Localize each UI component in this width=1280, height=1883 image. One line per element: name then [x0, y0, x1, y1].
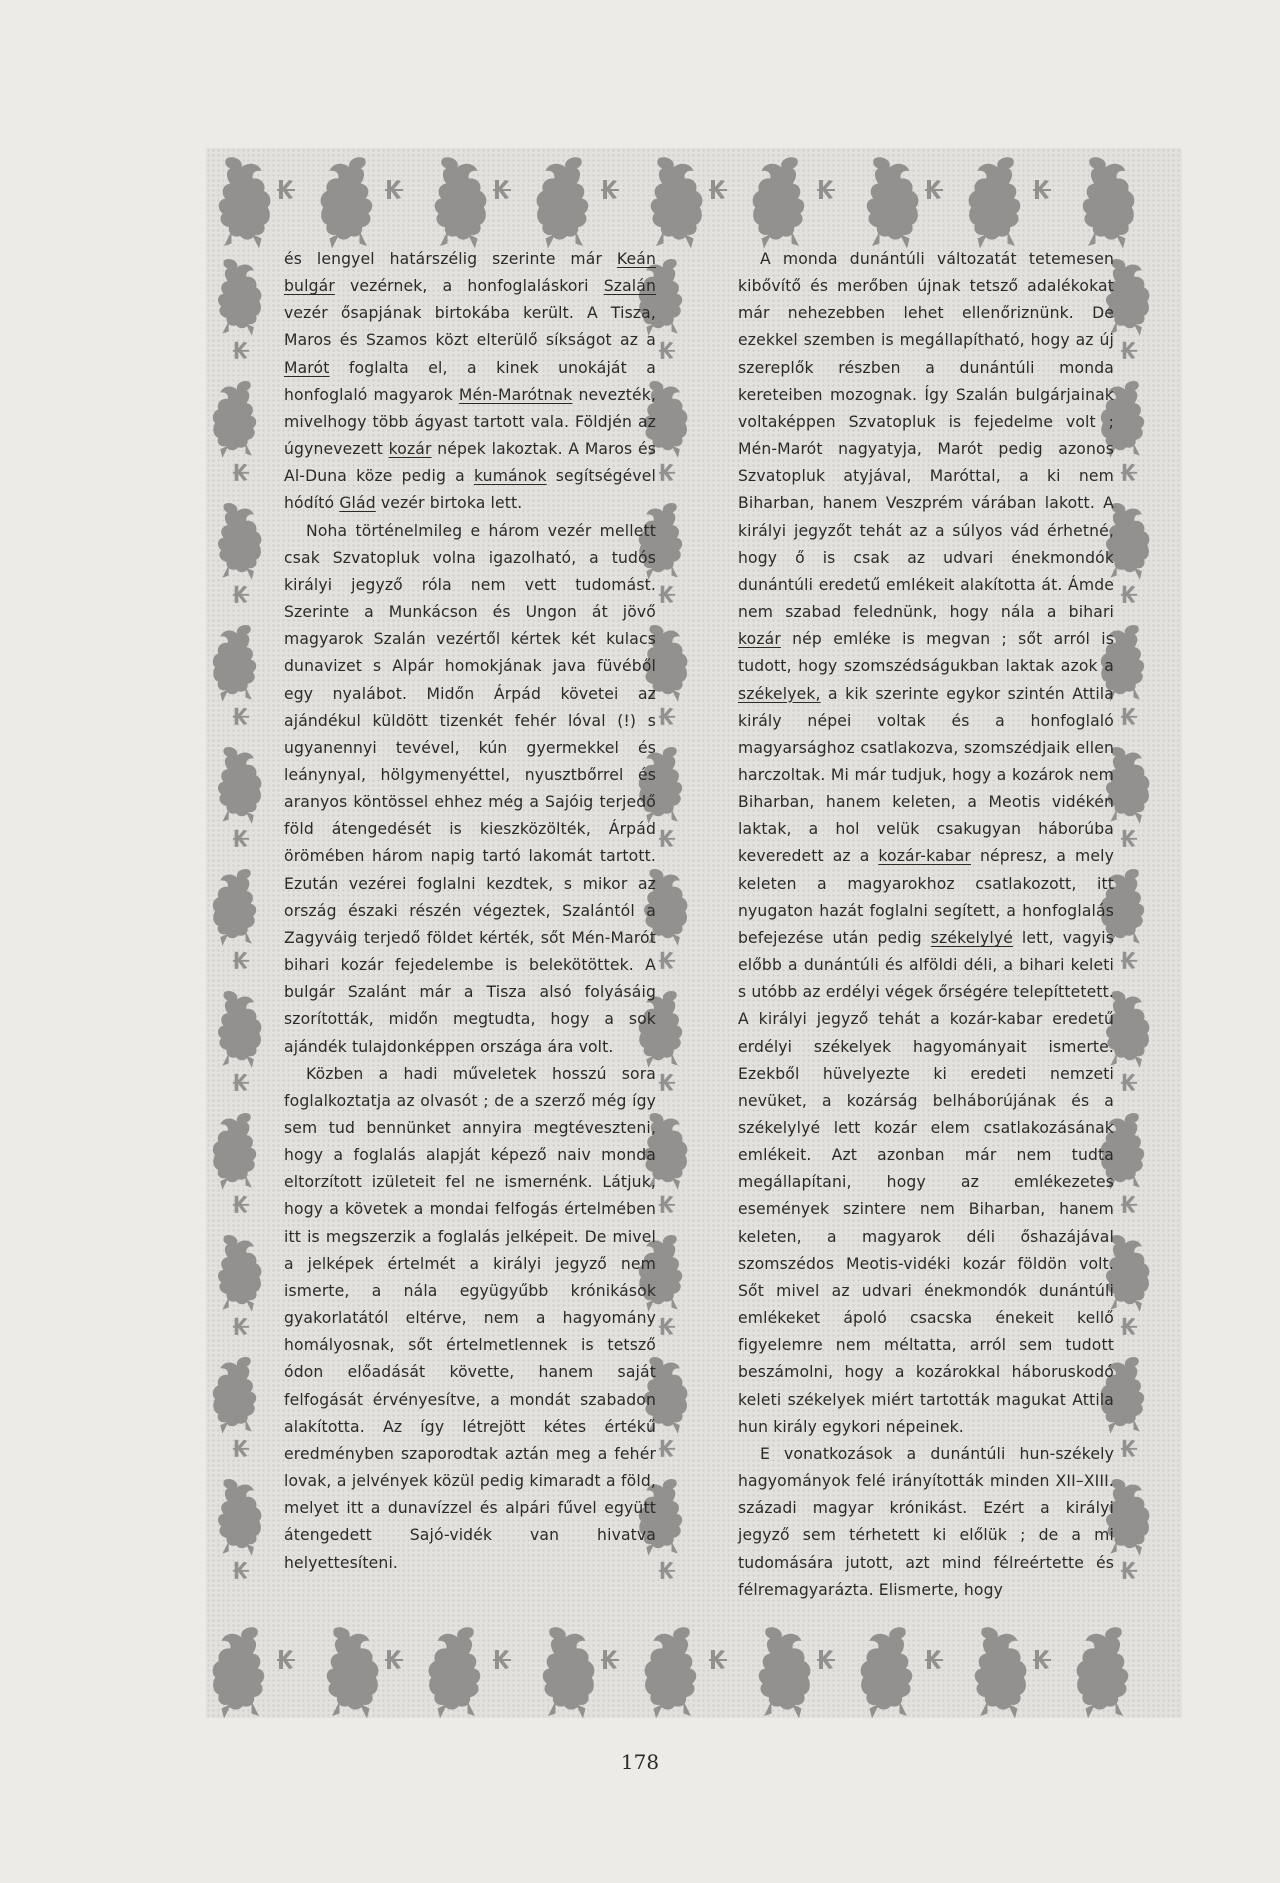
monogram-icon	[601, 1650, 619, 1669]
monogram-icon	[817, 1650, 835, 1669]
monogram-icon	[925, 180, 943, 199]
devil-figure-icon	[975, 1627, 1027, 1718]
term-kean-bulgar: Keán bulgár	[284, 250, 656, 296]
page-number: 178	[620, 1750, 660, 1774]
left-column	[284, 246, 656, 1577]
monogram-icon	[601, 180, 619, 199]
devil-figure-icon	[218, 503, 261, 580]
left-paragraph-3: Közben a hadi műveletek hosszú sora foglalkoztatja az olvasót ; de a szerző még így sem tud bennünket annyira megtéveszteni, hogy a foglalás alapját képező naiv monda eltorzított izületeit fel ne ismernénk. Látjuk, hogy a követek a mondai felfogás értelmében itt is megszerzik a foglalás jelképeit. De mivel a jelképek értelmét a királyi jegyző nem ismerte, a nála együgyűbb krónikások gyakorlatától eltérve, nem a hagyomány homályosnak, sőt értelmetlennek is tetsző ódon előadását követte, hanem saját felfogását érvényesítve, a mondát szabadon alakította. Az így létrejött kétes értékű eredményben szaporodtak aztán meg a fehér lovak, a jelvények közül pedig kimaradt a föld, melyet itt a dunavízzel és alpári fűvel együtt átengedett Sajó-vidék van hivatva helyettesíteni.	[284, 1064, 656, 1572]
monogram-icon	[233, 1196, 249, 1213]
term-kumanok: kumánok	[473, 467, 547, 486]
monogram-icon	[1121, 1196, 1137, 1213]
monogram-icon	[1121, 464, 1137, 481]
devil-figure-icon	[218, 1479, 261, 1556]
term-kozar-2: kozár	[738, 630, 781, 649]
devil-figure-icon	[218, 1235, 261, 1312]
left-paragraph-2: Noha történelmileg e három vezér mellett csak Szvatopluk volna igazolható, a tudós királyi jegyző róla nem vett tudomást. Szerinte a Munkácson és Ungon át jövő magyarok Szalán vezértől kértek két kulacs dunavizet s Alpár homokjának java füvéből egy nyalábot. Midőn Árpád követei az ajándékul küldött tizenkét fehér lóval (!) s ugyanennyi tevével, kún gyermekkel és leánynyal, hölgymenyéttel, nyusztbőrrel és aranyos köntössel ehhez még a Sajóig terjedő föld átengedését is kieszközölték, Árpád örömében három napig tartó lakomát tartott. Ezután vezérei foglalni kezdtek, s mikor az ország északi részén végeztek, Szalántól a Zagyváig terjedő földet kérték, sőt Mén-Marót bihari kozár fejedelembe is belekötöttek. A bulgár Szalánt már a Tisza alsó folyásáig szorították, midőn megtudta, hogy a sok ajándék tulajdonképpen országa ára volt.	[284, 521, 656, 1056]
monogram-icon	[659, 1196, 675, 1213]
monogram-icon	[659, 1562, 675, 1579]
monogram-icon	[233, 1440, 249, 1457]
devil-figure-icon	[213, 869, 256, 946]
devil-figure-icon	[435, 157, 487, 248]
monogram-icon	[233, 1074, 249, 1091]
monogram-icon	[1121, 586, 1137, 603]
monogram-icon	[709, 180, 727, 199]
monogram-icon	[233, 708, 249, 725]
devil-figure-icon	[861, 1627, 913, 1718]
monogram-icon	[233, 342, 249, 359]
monogram-icon	[1121, 1318, 1137, 1335]
monogram-icon	[233, 952, 249, 969]
monogram-icon	[659, 952, 675, 969]
monogram-icon	[1121, 952, 1137, 969]
term-szekelyek: székelyek,	[738, 684, 821, 703]
devil-figure-icon	[213, 1113, 256, 1190]
monogram-icon	[1121, 1440, 1137, 1457]
monogram-icon	[817, 180, 835, 199]
right-column	[738, 246, 1114, 1604]
term-kozar: kozár	[388, 440, 432, 459]
devil-figure-icon	[543, 1627, 595, 1718]
monogram-icon	[659, 830, 675, 847]
monogram-icon	[1121, 1074, 1137, 1091]
right-paragraph-1: A monda dunántúli változatát tetemesen kibővítő és merőben újnak tetsző adalékokat már nehezebben lehet ellenőriznünk. De ezekkel szemben is megállapítható, hogy az új szereplők részben a dunántúli monda kereteiben mozognak. Így Szalán bulgárjainak voltaképpen Szvatopluk is fejedelme volt ; Mén-Marót nagyatyja, Marót pedig azonos Szvatopluk atyjával, Maróttal, a ki nem Biharban, hanem Veszprém várában lakott. A királyi jegyzőt tehát az a súlyos vád érhetné, hogy ő is csak az udvari énekmondók dunántúli eredetű emlékeit alakította át. Ámde nem szabad felednünk, hogy nála a bihari kozár nép emléke is megvan ; sőt arról is tudott, hogy szomszédságukban laktak azok a székelyek, a kik szerinte egykor szintén Attila király népei voltak és a honfoglaló magyarsághoz csatlakozva, szomszédjaik ellen harczoltak. Mi már tudjuk, hogy a kozárok nem Biharban, hanem keleten, a Meotis vidékén laktak, a hol velük csakugyan háborúba keveredett az a kozár-kabar népresz, a mely keleten a magyarokhoz csatlakozott, itt nyugaton hazát foglalni segített, a honfoglalás befejezése után pedig székelylyé lett, vagyis előbb a dunántúli és alföldi déli, a bihari keleti s utóbb az erdélyi végek őrségére telepíttetett. A királyi jegyző tehát a kozár-kabar eredetű erdélyi székelyek hagyományait ismerte. Ezekből hüvelyezte ki eredeti nemzeti nevüket, a kozárság belháborújának és a székelylyé lett kozár elem csatlakozásának emlékeit. Azt azonban már nem tudta megállapítani, hogy az emlékezetes események szintere nem Biharban, hanem keleten, a magyarok déli őshazájával szomszédos Meotis-vidéki kozár földön volt. Sőt mivel az udvari énekmondók dunántúli emlékeket ápoló csacska énekeit kellő figyelemre nem méltatta, arról sem tudott beszámolni, hogy a kozárokkal háboruskodó keleti székelyek miért tartották magukat Attila hun király egykori népeinek.	[738, 250, 1115, 1436]
devil-figure-icon	[321, 157, 373, 248]
monogram-icon	[925, 1650, 943, 1669]
monogram-icon	[659, 1440, 675, 1457]
devil-figure-icon	[213, 625, 256, 702]
monogram-icon	[659, 342, 675, 359]
devil-figure-icon	[969, 157, 1021, 248]
term-kozar-kabar: kozár-kabar	[878, 847, 971, 866]
monogram-icon	[233, 464, 249, 481]
monogram-icon	[277, 180, 295, 199]
monogram-icon	[1121, 708, 1137, 725]
devil-figure-icon	[327, 1627, 379, 1718]
devil-figure-icon	[759, 1627, 811, 1718]
monogram-icon	[277, 1650, 295, 1669]
monogram-icon	[1033, 1650, 1051, 1669]
monogram-icon	[1121, 1562, 1137, 1579]
monogram-icon	[385, 1650, 403, 1669]
devil-figure-icon	[537, 157, 589, 248]
devil-figure-icon	[219, 157, 271, 248]
devil-figure-icon	[753, 157, 805, 248]
monogram-icon	[659, 1074, 675, 1091]
monogram-icon	[1121, 342, 1137, 359]
monogram-icon	[233, 586, 249, 603]
devil-figure-icon	[218, 991, 261, 1068]
term-szekelylye: székelylyé	[930, 928, 1013, 947]
devil-figure-icon	[1083, 157, 1135, 248]
devil-figure-icon	[218, 259, 261, 336]
term-marot: Marót	[284, 358, 330, 377]
monogram-icon	[493, 180, 511, 199]
devil-figure-icon	[1077, 1627, 1129, 1718]
term-men-marot: Mén-Marótnak	[458, 385, 573, 404]
monogram-icon	[1033, 180, 1051, 199]
right-paragraph-2: E vonatkozások a dunántúli hun-székely hagyományok felé irányították minden XII–XIII. századi magyar krónikást. Ezért a királyi jegyző sem térhetett ki előlük ; de a mi tudomására jutott, azt mind félreértette és félremagyarázta. Elismerte, hogy	[738, 1444, 1114, 1599]
monogram-icon	[659, 464, 675, 481]
monogram-icon	[493, 1650, 511, 1669]
devil-figure-icon	[429, 1627, 481, 1718]
left-paragraph-1: és lengyel határszélig szerinte már Keán bulgár vezérnek, a honfoglaláskori Szalán vezér ősapjának birtokába került. A Tisza, Maros és Szamos közt elterülő síkságot az a Marót foglalta el, a kinek unokáját a honfoglaló magyarok Mén-Marótnak nevezték, mivelhogy több ágyast tartott vala. Földjén az úgynevezett kozár népek lakoztak. A Maros és Al-Duna köze pedig a kumánok segítségével hódító Glád vezér birtoka lett.	[284, 250, 657, 513]
devil-figure-icon	[213, 1357, 256, 1434]
monogram-icon	[233, 1318, 249, 1335]
devil-figure-icon	[645, 1627, 697, 1718]
monogram-icon	[709, 1650, 727, 1669]
monogram-icon	[1121, 830, 1137, 847]
monogram-icon	[385, 180, 403, 199]
term-glad: Glád	[339, 494, 376, 513]
devil-figure-icon	[651, 157, 703, 248]
monogram-icon	[659, 1318, 675, 1335]
devil-figure-icon	[218, 747, 261, 824]
devil-figure-icon	[867, 157, 919, 248]
monogram-icon	[233, 830, 249, 847]
monogram-icon	[233, 1562, 249, 1579]
term-szalan: Szalán	[603, 277, 656, 296]
devil-figure-icon	[213, 381, 256, 458]
monogram-icon	[659, 708, 675, 725]
devil-figure-icon	[213, 1627, 265, 1718]
monogram-icon	[659, 586, 675, 603]
